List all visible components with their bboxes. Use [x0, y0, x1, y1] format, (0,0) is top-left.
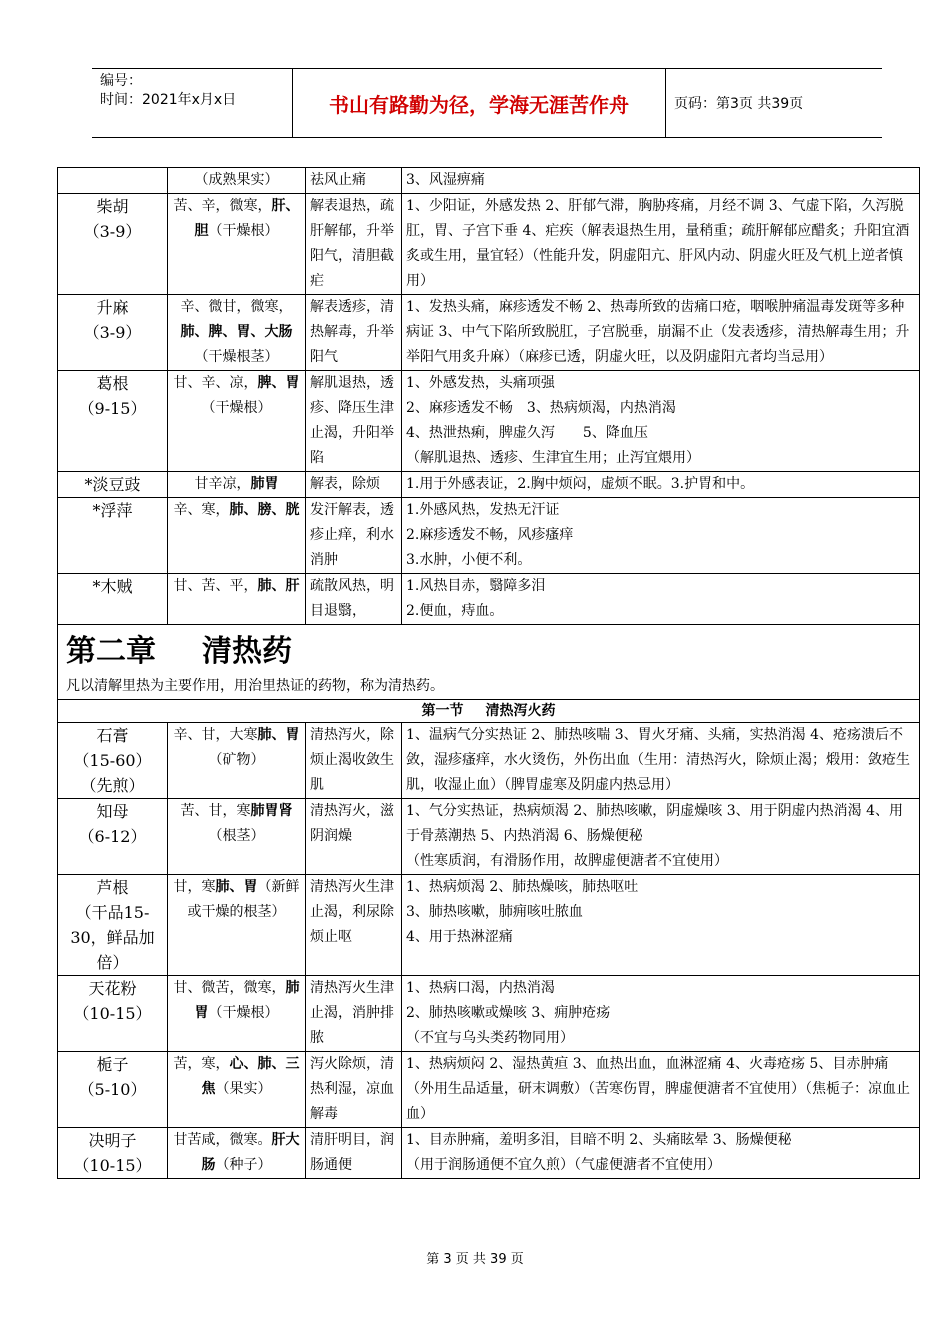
herb-property-cell [168, 498, 306, 574]
herb-indication-line: （解肌退热、透疹、生津宜生用；止泻宜煨用） [406, 450, 700, 466]
herb-dose: （3-9） [83, 222, 142, 241]
herb-effect: 解表，除烦 [306, 472, 402, 498]
herb-dose: （10-15） [73, 1156, 152, 1175]
herb-part: （干燥根） [208, 1005, 279, 1021]
herb-nature: 甘苦咸，微寒。 [173, 1132, 272, 1148]
herb-effect: 泻火除烦，清热利湿，凉血解毒 [306, 1052, 402, 1128]
herb-indication-cell [402, 723, 920, 799]
herb-name: 芦根 [96, 878, 129, 897]
header-page-info: 页码：第3页 共39页 [674, 96, 804, 112]
herb-name: 知母 [96, 802, 129, 821]
herb-name-cell [58, 723, 168, 799]
herb-nature: 辛、寒， [173, 502, 230, 518]
herb-name: *浮萍 [92, 501, 133, 520]
herb-effect: 清热泻火生津止渴，利尿除烦止呕 [306, 875, 402, 976]
herb-indication-line: 2、麻疹透发不畅 3、热病烦渴，内热消渴 [406, 400, 676, 416]
herb-name-cell [58, 976, 168, 1052]
chapter-number: 第二章 [66, 634, 156, 669]
herb-indication-line: 3.水肿，小便不利。 [406, 552, 532, 568]
herb-name-cell [58, 371, 168, 472]
header-motto: 书山有路勤为径，学海无涯苦作舟 [292, 69, 666, 137]
herb-name: *木贼 [92, 577, 133, 596]
page-footer: 第 3 页 共 39 页 [426, 1252, 524, 1267]
herb-nature: 苦、辛，微寒， [173, 198, 272, 214]
herb-indication-cell [402, 371, 920, 472]
herb-property-cell [168, 371, 306, 472]
herb-property-cell [168, 472, 306, 498]
herb-indication-cell [402, 1128, 920, 1179]
herb-name: 天花粉 [88, 979, 137, 998]
herb-indication-line: 4、热泄热痢，脾虚久泻 5、降血压 [406, 425, 648, 441]
herb-indication-cell [402, 976, 920, 1052]
herb-meridian: 肺胃 [250, 476, 279, 492]
herb-table [57, 167, 920, 1179]
chapter-block [58, 625, 920, 723]
herb-row [58, 875, 920, 976]
herb-row [58, 976, 920, 1052]
herb-property-cell [168, 799, 306, 875]
number-label: 编号： [100, 73, 142, 89]
herb-nature: 苦，寒， [173, 1056, 230, 1072]
herb-row [58, 472, 920, 498]
herb-indication-line: 2.麻疹透发不畅，风疹瘙痒 [406, 527, 574, 543]
herb-row [58, 1128, 920, 1179]
herb-indication-line: 1、外感发热，头痛项强 [406, 375, 555, 391]
herb-effect: 清热泻火，滋阴润燥 [306, 799, 402, 875]
herb-effect: 解肌退热，透疹、降压生津止渴，升阳举陷 [306, 371, 402, 472]
herb-name-cell [58, 1052, 168, 1128]
herb-dose: （9-15） [78, 399, 147, 418]
herb-property-cell [168, 1052, 306, 1128]
herb-caution: （性寒质润，有滑肠作用，故脾虚便溏者不宜使用） [406, 853, 728, 869]
herb-meridian: 肝大肠 [201, 1132, 300, 1173]
section-name: 清热泻火药 [485, 703, 556, 719]
herb-name: 柴胡 [96, 197, 129, 216]
herb-name-cell [58, 472, 168, 498]
herb-dose: （6-12） [78, 827, 147, 846]
herb-effect: 祛风止痛 [306, 168, 402, 194]
herb-row [58, 723, 920, 799]
herb-indication: 3、风湿痹痛 [406, 172, 485, 188]
herb-property-cell [168, 976, 306, 1052]
herb-effect: 解表退热，疏肝解郁，升举阳气，清胆截疟 [306, 194, 402, 295]
herb-table-bottom [58, 723, 920, 1179]
herb-meridian: 肺胃 [194, 980, 300, 1021]
herb-part: （种子） [215, 1157, 272, 1173]
herb-name: 葛根 [96, 374, 129, 393]
herb-nature: 甘、苦、平， [173, 578, 258, 594]
herb-property-cell [168, 168, 306, 194]
herb-table-top [58, 168, 920, 625]
chapter-name: 清热药 [202, 634, 292, 669]
herb-indication-line: 2、肺热咳嗽或燥咳 3、痈肿疮疡 [406, 1005, 611, 1021]
herb-dose: （干品15-30，鲜品加倍） [70, 903, 155, 972]
herb-name-cell [58, 168, 168, 194]
herb-indication: 1、少阳证，外感发热 2、肝郁气滞，胸胁疼痛，月经不调 3、气虚下陷，久泻脱肛，胃、子宫下垂 4、疟疾（解表退热生用，量稍重；疏肝解郁应醋炙；升阳宜酒炙或生用，量宜轻）（性能升发，阴虚阳亢、肝风内动、阴虚火旺及气机上逆者慎用） [406, 198, 910, 289]
herb-part: （果实） [215, 1081, 272, 1097]
herb-name: *淡豆豉 [84, 475, 141, 494]
herb-part: （矿物） [208, 752, 265, 768]
herb-property-cell [168, 194, 306, 295]
herb-indication-line: 1、目赤肿痛，羞明多泪，目暗不明 2、头痛眩晕 3、肠燥便秘 [406, 1132, 792, 1148]
herb-dose: （10-15） [73, 1004, 152, 1023]
herb-row [58, 168, 920, 194]
herb-effect: 清热泻火，除烦止渴收敛生肌 [306, 723, 402, 799]
herb-meridian: 心、肺、三焦 [201, 1056, 300, 1097]
time-label: 时间：2021年x月x日 [100, 92, 237, 108]
herb-meridian: 肺胃肾 [250, 803, 293, 819]
herb-indication-cell [402, 498, 920, 574]
herb-part: （干燥根茎） [194, 349, 279, 365]
herb-meridian: 脾、胃 [257, 375, 300, 391]
herb-effect: 清肝明目，润肠通便 [306, 1128, 402, 1179]
page-header [92, 68, 882, 138]
herb-part: （干燥根） [208, 223, 279, 239]
herb-indication-cell [402, 574, 920, 625]
herb-indication-cell [402, 875, 920, 976]
herb-part: （新鲜或干燥的根茎） [187, 879, 300, 920]
herb-name-cell [58, 295, 168, 371]
herb-effect: 清热泻火生津止渴，消肿排脓 [306, 976, 402, 1052]
herb-indication-cell [402, 194, 920, 295]
herb-name-cell [58, 799, 168, 875]
herb-indication-line: （用于润肠通便不宜久煎）（气虚便溏者不宜使用） [406, 1157, 721, 1173]
herb-name: 决明子 [88, 1131, 137, 1150]
herb-indication-line: 4、用于热淋涩痛 [406, 929, 513, 945]
herb-nature: 甘、微苦，微寒， [173, 980, 286, 996]
herb-indication-line: 1、热病烦渴 2、肺热燥咳，肺热呕吐 [406, 879, 639, 895]
herb-part: （根茎） [208, 828, 265, 844]
chapter-row [58, 625, 920, 700]
chapter-description: 凡以清解里热为主要作用，用治里热证的药物，称为清热药。 [66, 678, 444, 694]
herb-nature: 辛、甘，大寒 [173, 727, 258, 743]
herb-name-cell [58, 875, 168, 976]
herb-nature: 甘、辛、凉， [173, 375, 258, 391]
herb-row [58, 295, 920, 371]
herb-nature: （成熟果实） [194, 172, 279, 188]
herb-name-cell [58, 1128, 168, 1179]
herb-property-cell [168, 875, 306, 976]
herb-dose: （15-60） [73, 751, 152, 770]
herb-row [58, 194, 920, 295]
herb-row [58, 498, 920, 574]
herb-meridian: 肺、肝 [257, 578, 300, 594]
herb-indication-cell [402, 1052, 920, 1128]
herb-indication-line: 1.风热目赤，翳障多泪 [406, 578, 546, 594]
herb-property-cell [168, 1128, 306, 1179]
section-number: 第一节 [421, 703, 464, 719]
herb-nature: 甘，寒 [173, 879, 216, 895]
herb-indication: 1、发热头痛，麻疹透发不畅 2、热毒所致的齿痛口疮，咽喉肿痛温毒发斑等多种病证 3、中气下陷所致脱肛，子宫脱垂，崩漏不止（发表透疹，清热解毒生用；升举阳气用炙升麻）（麻疹已透，阴虚火旺，以及阴虚阳亢者均当忌用） [406, 299, 910, 365]
herb-meridian: 肺、胃 [257, 727, 300, 743]
herb-nature: 甘辛凉， [194, 476, 251, 492]
herb-indication: 1、温病气分实热证 2、肺热咳喘 3、胃火牙痛、头痛，实热消渴 4、疮疡溃后不敛，湿疹瘙痒，水火烫伤，外伤出血（生用：清热泻火，除烦止渴；煅用：敛疮生肌，收湿止血）（脾胃虚寒及阴虚内热忌用） [406, 727, 910, 793]
herb-meridian: 肝、胆 [194, 198, 300, 239]
herb-row [58, 799, 920, 875]
herb-property-cell [168, 295, 306, 371]
herb-indication-line: 1.外感风热，发热无汗证 [406, 502, 560, 518]
section-row [58, 700, 920, 723]
herb-indication: 1.用于外感表证，2.胸中烦闷，虚烦不眠。3.护胃和中。 [406, 476, 755, 492]
herb-meridian: 肺、膀、胱 [229, 502, 300, 518]
herb-indication-cell [402, 295, 920, 371]
herb-indication-cell [402, 168, 920, 194]
herb-property-cell [168, 723, 306, 799]
herb-indication: 1、热病烦闷 2、湿热黄疸 3、血热出血，血淋涩痛 4、火毒疮疡 5、目赤肿痛（外用生品适量，研末调敷）（苦寒伤胃，脾虚便溏者不宜使用）（焦栀子：凉血止血） [406, 1056, 910, 1122]
herb-indication: 1、气分实热证，热病烦渴 2、肺热咳嗽，阴虚燥咳 3、用于阴虚内热消渴 4、用于骨蒸潮热 5、内热消渴 6、肠燥便秘 [406, 803, 903, 844]
herb-indication-line: （不宜与乌头类药物同用） [406, 1030, 574, 1046]
herb-name-cell [58, 574, 168, 625]
herb-property-cell [168, 574, 306, 625]
herb-meridian: 肺、胃 [215, 879, 258, 895]
herb-nature: 辛、微甘，微寒， [180, 299, 293, 315]
herb-indication-line: 3、肺热咳嗽，肺痈咳吐脓血 [406, 904, 583, 920]
herb-name: 石膏 [96, 726, 129, 745]
herb-dose: （3-9） [83, 323, 142, 342]
herb-part: （干燥根） [201, 400, 272, 416]
herb-effect: 疏散风热，明目退翳， [306, 574, 402, 625]
herb-name: 升麻 [96, 298, 129, 317]
herb-name-cell [58, 194, 168, 295]
herb-row [58, 1052, 920, 1128]
herb-meridian: 肺、脾、胃、大肠 [180, 324, 293, 340]
herb-dose-note: （先煎） [80, 776, 145, 795]
herb-effect: 发汗解表，透疹止痒，利水消肿 [306, 498, 402, 574]
herb-indication-line: 1、热病口渴，内热消渴 [406, 980, 555, 996]
herb-effect: 解表透疹，清热解毒，升举阳气 [306, 295, 402, 371]
chapter-title [66, 625, 915, 675]
herb-name: 栀子 [96, 1055, 129, 1074]
herb-indication-cell [402, 799, 920, 875]
herb-dose: （5-10） [78, 1080, 147, 1099]
herb-indication-cell [402, 472, 920, 498]
herb-row [58, 371, 920, 472]
header-meta [100, 72, 236, 110]
herb-indication-line: 2.便血，痔血。 [406, 603, 504, 619]
herb-name-cell [58, 498, 168, 574]
herb-row [58, 574, 920, 625]
herb-nature: 苦、甘，寒 [180, 803, 251, 819]
